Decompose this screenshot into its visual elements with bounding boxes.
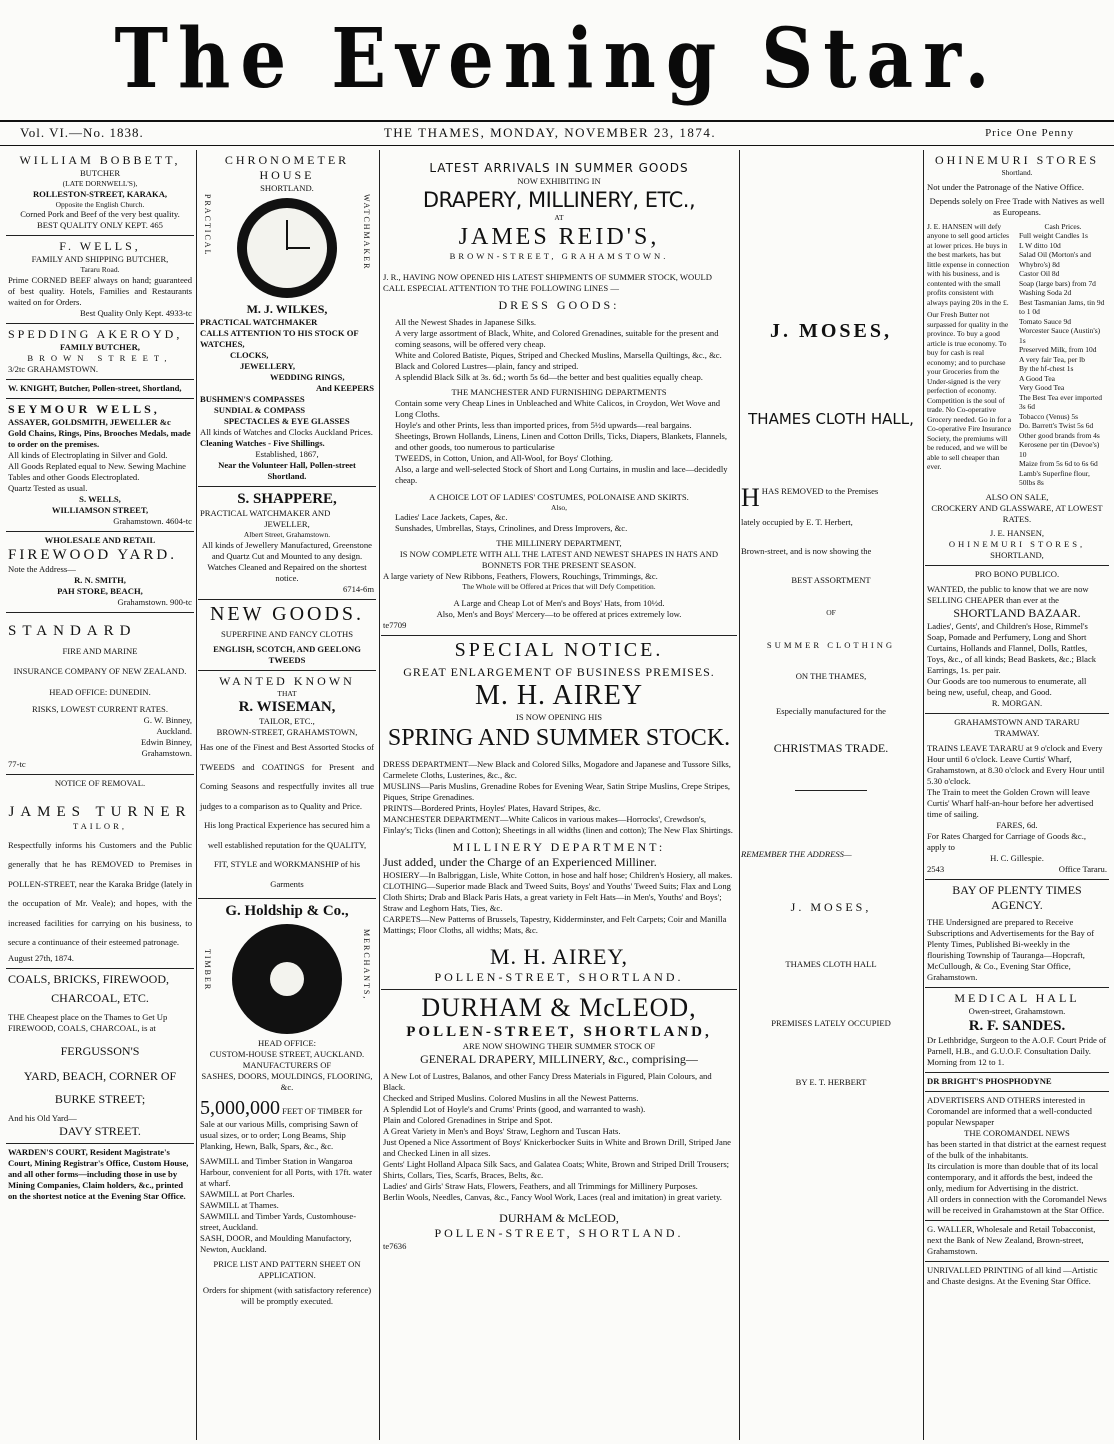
ad-heading: SPEDDING AKEROYD, bbox=[8, 326, 183, 341]
ad-text: Quartz Tested as usual. bbox=[8, 482, 88, 493]
ad-text: August 27th, 1874. bbox=[8, 952, 74, 963]
ad-text: The Whole will be Offered at Prices that will Defy Competition. bbox=[462, 582, 656, 591]
ad-heading: SPECIAL NOTICE. bbox=[454, 638, 664, 661]
ad-text: All Goods Replated equal to New. Sewing Machine Tables and other Goods Electroplated. bbox=[8, 460, 186, 482]
ad-text: Auckland. bbox=[156, 725, 192, 736]
ad-text: WARDEN'S COURT, Resident Magistrate's Court, Mining Registrar's Office, Custom House, and all other forms—including those in use by Mining Companies, Claim holders, &c., printed on the shortest notice at the Evening Star Office. bbox=[8, 1146, 189, 1201]
price: Price One Penny bbox=[985, 127, 1074, 139]
ad-text: ENGLISH, SCOTCH, AND GEELONG TWEEDS bbox=[213, 643, 361, 665]
ad-heading: CHRONOMETER HOUSE bbox=[224, 153, 350, 182]
ad-text: has been started in that district at the earnest request of the bulk of the inhabitants. bbox=[927, 1138, 1107, 1160]
ad-text: BROWN-STREET, GRAHAMSTOWN, bbox=[216, 727, 358, 737]
ad-text: Also, Men's and Boys' Mercery—to be offered at prices extremely low. bbox=[436, 608, 682, 619]
ad-text: IS NOW COMPLETE WITH ALL THE LATEST AND NEWEST SHAPES IN HATS AND BONNETS FOR THE PRESENT SEASON. bbox=[399, 549, 719, 570]
ad-heading: WILLIAM BOBBETT, bbox=[19, 153, 181, 167]
ad-text: And his Old Yard— bbox=[8, 1112, 77, 1123]
sawblade-icon bbox=[232, 924, 342, 1034]
ad-text: Albert Street, Grahamstown. bbox=[243, 530, 331, 539]
price-item: Kerosene per tin (Devoe's) 10 bbox=[1019, 440, 1100, 459]
price-item: Other good brands from 4s bbox=[1019, 430, 1100, 440]
ad-text: (LATE DORNWELL'S), bbox=[62, 179, 138, 188]
ad-wiseman bbox=[198, 671, 376, 900]
ad-text: HEAD OFFICE: bbox=[257, 1038, 316, 1048]
ad-text: WILLIAMSON STREET, bbox=[51, 504, 149, 515]
ad-text: NOW EXHIBITING IN bbox=[517, 176, 601, 186]
ad-text: DRESS DEPARTMENT—New Black and Colored Silks, Mogadore and Japanese and Tussore Silks, Carmelete Cloths, Lusterines, &c., &c. bbox=[383, 758, 731, 780]
ad-text: Opposite the English Church. bbox=[55, 199, 145, 209]
ad-text: Has one of the Finest and Best Assorted Stocks of TWEEDS and COATINGS for Present and Coming Seasons and respectfully invites all true judges to a comparison as to Quality and Price. bbox=[200, 742, 374, 811]
ad-text: BROWN STREET, bbox=[27, 352, 173, 363]
price-item: Lamb's Superfine flour, 50lbs 8s bbox=[1019, 468, 1090, 487]
ad-text: THE Undersigned are prepared to Receive Subscriptions and Advertisements for the Bay of Plenty Times, Published Bi-weekly in the flourishing Township of Tauranga—Hopcraft, McCullough, & Co., Evening Star Office, Grahamstown. bbox=[927, 916, 1095, 982]
ad-text: Prime CORNED BEEF always on hand; guaranteed of best quality. Hotels, Families and Restaurants waited on for Orders. bbox=[8, 274, 192, 307]
ad-text: Grahamstown. bbox=[141, 747, 192, 758]
ad-durham-mcleod bbox=[381, 990, 737, 1256]
ad-text: Orders for shipment (with satisfactory reference) will be promptly executed. bbox=[202, 1285, 372, 1306]
ad-text: IS NOW OPENING HIS bbox=[515, 711, 603, 722]
divider bbox=[795, 790, 867, 791]
ad-heading: M. H. AIREY bbox=[474, 679, 644, 711]
ad-heading: THE COROMANDEL NEWS bbox=[964, 1127, 1070, 1138]
ad-heading: WANTED KNOWN bbox=[219, 673, 355, 688]
ad-text: Also, a large and well-selected Stock of Short and Long Curtains, in muslin and lace—decidedly cheap. bbox=[395, 463, 728, 485]
ad-text: THAMES CLOTH HALL bbox=[785, 958, 877, 969]
ad-text: THAT bbox=[277, 688, 297, 698]
ad-heading: S. SHAPPERE, bbox=[237, 491, 337, 507]
ad-text: G. WALLER, Wholesale and Retail Tobacconist, next the Bank of New Zealand, Brown-street, Grahamstown. bbox=[927, 1223, 1096, 1256]
ad-james-reid bbox=[381, 150, 737, 636]
price-item: A Good Tea bbox=[1019, 373, 1055, 383]
column-5 bbox=[925, 150, 1109, 1440]
ad-text: te7636 bbox=[383, 1240, 407, 1251]
ad-text: For Rates Charged for Carriage of Goods &c., apply to bbox=[927, 830, 1087, 852]
ad-heading: GRAHAMSTOWN AND TARARU bbox=[954, 716, 1080, 727]
price-item: Soap (large bars) from 7d bbox=[1019, 278, 1096, 288]
ad-text: Best Quality Only Kept. 4933-tc bbox=[80, 307, 192, 318]
ad-text: Ladies', Gents', and Children's Hose, Rimmel's Soap, Pomade and Perfumery, Long and Short Curtains, Hollands and Flannel, Dolls, Rattles, Toys, &c., of all kinds; Bead Baskets, &c.; Black Earrings, 1s. per pair. bbox=[927, 620, 1097, 675]
ad-text: UNRIVALLED PRINTING of all kind —Artistic and Chaste designs. At the Evening Star Office. bbox=[927, 1264, 1098, 1286]
ad-text: SAWMILL at Thames. bbox=[200, 1200, 279, 1210]
ad-text: ADVERTISERS AND OTHERS interested in Coromandel are informed that a well-conducted popular Newspaper bbox=[927, 1094, 1092, 1127]
ad-text: CLOCKS, bbox=[230, 350, 269, 360]
ad-heading: NOTICE OF REMOVAL. bbox=[54, 777, 146, 788]
ad-text: His long Practical Experience has secured him a well established reputation for the QUALITY, FIT, STYLE and WORKMANSHIP of his Garments bbox=[204, 820, 370, 889]
ad-heading: DRESS GOODS: bbox=[498, 297, 620, 312]
ad-text: JEWELLERY, bbox=[240, 361, 296, 371]
ad-seymour-wells bbox=[6, 399, 194, 532]
dateline-bar bbox=[0, 120, 1114, 146]
ad-text: Our Goods are too numerous to enumerate, all being new, useful, cheap, and Good. bbox=[927, 675, 1087, 697]
ad-text: J. E. HANSEN, bbox=[989, 527, 1045, 538]
ad-text: J. R., HAVING NOW OPENED HIS LATEST SHIPMENTS OF SUMMER STOCK, WOULD CALL ESPECIAL ATTENTION TO THE FOLLOWING LINES — bbox=[383, 271, 712, 293]
ad-text: A splendid Black Silk at 3s. 6d.; worth 5s 6d—the better and best qualities equally cheap. bbox=[395, 371, 703, 382]
ad-heading: SHORTLAND BAZAAR. bbox=[953, 605, 1081, 620]
ad-new-goods bbox=[198, 600, 376, 671]
ad-text: ASSAYER, GOLDSMITH, JEWELLER &c bbox=[8, 416, 171, 427]
column-rule bbox=[739, 150, 740, 1440]
ad-text: SPECTACLES & EYE GLASSES bbox=[224, 416, 350, 426]
price-item: Washing Soda 2d bbox=[1019, 288, 1072, 297]
ad-text: Owen-street, Grahamstown. bbox=[968, 1005, 1066, 1016]
ad-text: PAH STORE, BEACH, bbox=[57, 585, 143, 596]
ad-heading: OHINEMURI STORES bbox=[934, 153, 1100, 167]
ad-printing bbox=[925, 1262, 1109, 1291]
ad-heading: GREAT ENLARGEMENT OF BUSINESS PREMISES. bbox=[403, 664, 715, 679]
masthead-title: The Evening Star. bbox=[114, 8, 1000, 107]
ad-heading: THE MILLINERY DEPARTMENT, bbox=[496, 538, 622, 548]
ad-text: A New Lot of Lustres, Balanos, and other Fancy Dress Materials in Figured, Plain Colours, and Black. bbox=[383, 1070, 712, 1092]
price-item: The Best Tea ever imported 3s 6d bbox=[1019, 392, 1103, 411]
price-item: By the hf-chest 1s bbox=[1019, 364, 1074, 373]
ad-text: SAWMILL and Timber Yards, Customhouse-street, Auckland. bbox=[200, 1211, 357, 1232]
ad-text: Just Opened a Nice Assortment of Boys' Knickerbocker Suits in White and Brown Drill, Striped Jane and Checked Linen in all sizes. bbox=[383, 1136, 731, 1158]
ad-text: Black and Colored Lustres—plain, fancy and striped. bbox=[395, 360, 579, 371]
ad-text: All kinds of Electroplating in Silver and Gold. bbox=[8, 449, 168, 460]
ad-text: CHARCOAL, ETC. bbox=[51, 990, 149, 1005]
ad-text: DAVY STREET. bbox=[59, 1123, 141, 1138]
ad-heading: SEYMOUR WELLS, bbox=[8, 401, 160, 416]
ad-text: Respectfully informs his Customers and the Public generally that he has REMOVED to Premises in POLLEN-STREET, near the Karaka Bridge (lately in the occupation of Mr. Veale); and hopes, with the increased facilities for carrying on his business, to secure a continuance of their esteemed patronage. bbox=[8, 839, 192, 947]
price-item: Best Tasmanian Jams, tin 9d to 1 0d bbox=[1019, 297, 1105, 316]
ad-heading: DURHAM & McLEOD, bbox=[421, 992, 697, 1022]
ad-text: OF bbox=[826, 608, 836, 617]
ad-text: ARE NOW SHOWING THEIR SUMMER STOCK OF bbox=[462, 1040, 656, 1051]
ad-text: SUMMER CLOTHING bbox=[766, 639, 896, 650]
ad-knight bbox=[6, 380, 194, 399]
ad-text: FAMILY AND SHIPPING BUTCHER, bbox=[31, 254, 169, 264]
ad-text: White and Colored Batiste, Piques, Striped and Checked Muslins, Marsella Quiltings, &c., &c. bbox=[395, 349, 722, 360]
ad-text: PRICE LIST AND PATTERN SHEET ON APPLICATION. bbox=[213, 1259, 361, 1280]
ad-text: INSURANCE COMPANY OF NEW ZEALAND. bbox=[13, 665, 187, 676]
price-item: L W ditto 10d bbox=[1019, 240, 1061, 250]
ad-heading: M. H. AIREY, bbox=[489, 943, 629, 969]
ad-bobbett bbox=[6, 150, 194, 236]
ad-text: Just added, under the Charge of an Experienced Milliner. bbox=[383, 854, 657, 869]
ad-text: R. N. SMITH, bbox=[74, 574, 126, 585]
ad-text: Depends solely on Free Trade with Natives as well as Europeans. bbox=[929, 195, 1105, 217]
column-rule bbox=[196, 150, 197, 1440]
ad-text: Cleaning Watches - Five Shillings. bbox=[200, 438, 325, 448]
ad-text: BROWN-STREET, GRAHAMSTOWN. bbox=[449, 250, 669, 261]
ad-heading: STANDARD bbox=[8, 622, 137, 639]
ad-heading: G. Holdship & Co., bbox=[225, 903, 349, 919]
ad-text: Berlin Wools, Needles, Canvas, &c., Fancy Wool Work, Laces (real and imitation) in great variety. bbox=[383, 1191, 722, 1202]
ad-text: Note the Address— bbox=[8, 563, 76, 574]
ad-text: lately occupied by E. T. Herbert, bbox=[741, 517, 853, 527]
ad-text: Tararu Road. bbox=[80, 265, 120, 274]
ad-text: All orders in connection with the Coromandel News will be received in Grahamstown at the Star Office. bbox=[927, 1193, 1107, 1215]
ad-heading: BAY OF PLENTY TIMES bbox=[952, 882, 1082, 897]
ad-text: CUSTOM-HOUSE STREET, AUCKLAND. bbox=[209, 1049, 365, 1059]
ad-text: AT bbox=[554, 213, 564, 222]
ad-standard-insurance bbox=[6, 613, 194, 775]
ad-text: WANTED, the public to know that we are now SELLING CHEAPER than ever at the bbox=[927, 583, 1089, 605]
ad-airey bbox=[381, 636, 737, 990]
side-label: WATCHMAKER bbox=[362, 194, 371, 271]
ad-text: BURKE STREET; bbox=[54, 1091, 146, 1106]
ad-heading: DR BRIGHT'S PHOSPHODYNE bbox=[927, 1075, 1052, 1086]
ad-text: Brown-street, and is now showing the bbox=[741, 546, 872, 556]
ad-text: SUNDIAL & COMPASS bbox=[214, 405, 306, 415]
ad-medical-hall bbox=[925, 988, 1109, 1073]
ad-shortland-bazaar bbox=[925, 566, 1109, 714]
ad-firewood-yard bbox=[6, 532, 194, 613]
ad-akeroyd bbox=[6, 324, 194, 380]
ad-heading: COALS, BRICKS, FIREWOOD, bbox=[8, 971, 170, 986]
ad-text: FERGUSSON'S bbox=[60, 1043, 140, 1058]
price-item: Tomato Sauce 9d bbox=[1019, 316, 1071, 326]
ad-text: SHORTLAND. bbox=[260, 183, 314, 193]
ad-heading: JAMES REID'S, bbox=[458, 223, 660, 250]
ad-text: HAS REMOVED to the Premises bbox=[761, 486, 879, 496]
ad-text: All kinds of Jewellery Manufactured, Greenstone and Quartz Cut and Mounted to any design. bbox=[202, 539, 372, 561]
ad-text: TWEEDS, in Cotton, Union, and All-Wool, for Boys' Clothing. bbox=[395, 452, 613, 463]
ad-text: CALLS ATTENTION TO HIS STOCK OF WATCHES, bbox=[200, 328, 359, 349]
ad-heading: MEDICAL HALL bbox=[954, 990, 1080, 1005]
ad-text: SHORTLAND, bbox=[990, 549, 1044, 560]
ad-text: H. C. Gillespie. bbox=[990, 852, 1044, 863]
ad-text: Near the Volunteer Hall, Pollen-street Shortland. bbox=[218, 460, 356, 481]
price-item: Salad Oil (Morton's and Whybro's) 8d bbox=[1019, 250, 1091, 269]
ad-text: PREMISES LATELY OCCUPIED bbox=[771, 1017, 891, 1028]
ad-text: 6714-6m bbox=[342, 583, 374, 594]
ad-text: SAWMILL at Port Charles. bbox=[200, 1189, 295, 1199]
column-4: J. MOSES, THAMES CLOTH HALL, HHAS REMOVED to the Premises lately occupied by E. T. Herbert, Brown-street, and is now showing the BEST ASSORTMENT OF SUMMER CLOTHING ON THE THAMES, Especially manufactured for the CHRISTMAS TRADE. REMEMBER THE ADDRESS— J. MOSES, THAMES CLOTH HALL PREMISES LATELY OCCUPIED BY E. T. HERBERT bbox=[741, 150, 921, 1440]
ad-text: TAILOR, bbox=[73, 820, 127, 831]
side-label: PRACTICAL bbox=[203, 194, 212, 257]
column-rule bbox=[379, 150, 380, 1440]
ad-holdship bbox=[198, 899, 376, 1311]
ad-heading: JAMES TURNER bbox=[8, 803, 192, 820]
ad-text: FIRE AND MARINE bbox=[62, 645, 138, 656]
ad-heading: J. MOSES, bbox=[769, 320, 893, 342]
ad-text: POLLEN-STREET, SHORTLAND. bbox=[434, 1225, 684, 1240]
price-item: Tobacco (Venus) 5s bbox=[1019, 411, 1079, 421]
ad-text: And KEEPERS bbox=[315, 383, 374, 393]
ad-text: 3/2tc GRAHAMSTOWN. bbox=[8, 363, 99, 374]
ad-text: R. MORGAN. bbox=[991, 697, 1043, 708]
ad-bay-of-plenty-times bbox=[925, 880, 1109, 988]
ad-text: Also, bbox=[550, 502, 568, 512]
ad-text: POLLEN-STREET, SHORTLAND. bbox=[434, 969, 684, 984]
ad-text: Sunshades, Umbrellas, Stays, Crinolines, and Dress Improvers, &c. bbox=[395, 523, 628, 533]
price-list-title: Cash Prices. bbox=[1044, 221, 1082, 231]
ad-heading: SPRING AND SUMMER STOCK. bbox=[387, 724, 731, 751]
price-item: Preserved Milk, from 10d bbox=[1019, 345, 1097, 354]
price-item: Very Good Tea bbox=[1019, 383, 1065, 392]
price-item: A very fair Tea, per lb bbox=[1019, 354, 1085, 364]
price-list bbox=[1019, 222, 1107, 488]
ad-text: W. KNIGHT, Butcher, Pollen-street, Shortland, bbox=[8, 382, 182, 393]
ad-text: A Great Variety in Men's and Boys' Straw, Leghorn and Tuscan Hats. bbox=[383, 1125, 621, 1136]
ad-text: Established, 1867, bbox=[255, 449, 319, 459]
ad-wardens-court bbox=[6, 1144, 194, 1206]
ad-heading: M. J. WILKES, bbox=[246, 302, 328, 316]
ad-heading: F. WELLS, bbox=[59, 239, 141, 253]
ad-text: Not under the Patronage of the Native Office. bbox=[927, 181, 1084, 192]
ad-heading: NEW GOODS. bbox=[209, 602, 365, 625]
ad-text: RISKS, LOWEST CURRENT RATES. bbox=[31, 703, 168, 714]
ad-text: Watches Cleaned and Repaired on the shortest notice. bbox=[207, 561, 367, 583]
column-rule bbox=[923, 150, 924, 1440]
ad-text: Contain some very Cheap Lines in Unbleached and White Calicos, in Croydon, Wet Wove and Long Cloths. bbox=[395, 397, 721, 419]
ad-text: Ladies' Lace Jackets, Capes, &c. bbox=[395, 512, 508, 522]
ad-heading: THE MANCHESTER AND FURNISHING DEPARTMENTS bbox=[451, 386, 667, 397]
ad-text: ON THE THAMES, bbox=[795, 670, 867, 681]
price-item: Full weight Candles 1s bbox=[1019, 231, 1088, 240]
ad-heading: J. MOSES, bbox=[790, 899, 872, 914]
ad-text: Sheetings, Brown Hollands, Linens, Linen and Cotton Drills, Ticks, Diapers, Blankets, Flannels, and other goods, too numerous to particularise bbox=[395, 430, 728, 452]
ad-text: SUPERFINE AND FANCY CLOTHS bbox=[220, 628, 354, 639]
ad-text: All the Newest Shades in Japanese Silks. bbox=[395, 316, 537, 327]
ad-heading: 5,000,000 bbox=[200, 1097, 280, 1119]
masthead bbox=[0, 8, 1114, 108]
ad-heading: GENERAL DRAPERY, MILLINERY, &c., comprising— bbox=[420, 1051, 698, 1066]
ad-text: The Train to meet the Golden Crown will leave Curtis' Wharf half-an-hour before her advertised time of sailing. bbox=[927, 786, 1094, 819]
ad-text: A Large and Cheap Lot of Men's and Boys' Hats, from 10½d. bbox=[453, 597, 665, 608]
ad-text: CARPETS—New Patterns of Brussels, Tapestry, Kidderminster, and Felt Carpets; Coir and Manilla Mattings; Floor Cloths, all widths; Mats, &c. bbox=[383, 913, 727, 935]
ad-heading: AGENCY. bbox=[991, 897, 1043, 912]
ad-text: A very large assortment of Black, White, and Colored Grenadines, suitable for the present and coming seasons, will be offered very cheap. bbox=[395, 327, 719, 349]
ad-heading: CHRISTMAS TRADE. bbox=[773, 740, 889, 755]
ad-text: All kinds of Watches and Clocks Auckland Prices. bbox=[200, 427, 373, 437]
side-label: TIMBER bbox=[203, 949, 212, 992]
ad-text: CROCKERY AND GLASSWARE, AT LOWEST RATES. bbox=[931, 502, 1103, 524]
ad-text: S. WELLS, bbox=[79, 493, 121, 504]
ad-text: MANUFACTURERS OF bbox=[242, 1060, 332, 1070]
ad-james-turner bbox=[6, 775, 194, 969]
ad-wells-butcher bbox=[6, 236, 194, 324]
ad-text: Its circulation is more than double that of its local contemporary, and it affords the best, indeed the only, medium for Advertising in the district. bbox=[927, 1160, 1099, 1193]
volume-number: Vol. VI.—No. 1838. bbox=[20, 125, 144, 140]
ad-heading: TRAMWAY. bbox=[994, 727, 1040, 738]
ad-ohinemuri-stores bbox=[925, 150, 1109, 566]
clock-icon bbox=[237, 198, 337, 298]
ad-text: BUSHMEN'S COMPASSES bbox=[200, 394, 305, 404]
ad-text: SASHES, DOORS, MOULDINGS, FLOORING, &c. bbox=[201, 1071, 373, 1092]
ad-text: Office Tararu. bbox=[1058, 863, 1107, 874]
ad-text: Gold Chains, Rings, Pins, Brooches Medals, made to order on the premises. bbox=[8, 427, 191, 449]
ad-heading: FIREWOOD YARD. bbox=[8, 546, 177, 563]
ad-text: Hoyle's and other Prints, less than imported prices, from 5½d upwards—real bargains. bbox=[395, 419, 692, 430]
ad-heading: R. F. SANDES. bbox=[968, 1017, 1066, 1034]
ad-tramway bbox=[925, 714, 1109, 880]
column-1 bbox=[6, 150, 194, 1440]
ad-text: PRACTICAL WATCHMAKER bbox=[200, 317, 318, 327]
price-item: Castor Oil 8d bbox=[1019, 269, 1060, 278]
ad-text: HEAD OFFICE: DUNEDIN. bbox=[49, 686, 151, 697]
ad-text: CLOTHING—Superior made Black and Tweed Suits, Boys' and Youths' Tweed Suits; Flax and Long Cloth Shirts; Drab and Black Paris Hats, a great variety in Felt Hats—in Men's, Youths' and Boys'; Straw and Leghorn Hats, Ties, &c. bbox=[383, 880, 731, 913]
ad-shappere bbox=[198, 487, 376, 600]
ad-text: FARES, 6d. bbox=[996, 819, 1038, 830]
ad-text: BEST ASSORTMENT bbox=[791, 575, 871, 585]
ad-text: Grahamstown. 4604-tc bbox=[113, 515, 192, 526]
price-item: Worcester Sauce (Austin's) 1s bbox=[1019, 326, 1101, 345]
ad-text: FEET OF TIMBER for Sale at our various Mills, comprising Sawn of usual sizes, or to order; Long Beams, Ship Planking, Hewn, Balk, Spars, &c., &c. bbox=[200, 1106, 363, 1151]
ad-heading: R. WISEMAN, bbox=[238, 699, 336, 715]
ad-waller bbox=[925, 1221, 1109, 1262]
column-2 bbox=[198, 150, 376, 1440]
ad-text: J. E. HANSEN will defy anyone to sell good articles at lower prices. He buys in the best markets, has but little expense in connection with his business, and is contented with the small profits consistent with always paying 20s in the £. bbox=[927, 221, 1010, 307]
column-3 bbox=[381, 150, 737, 1440]
ad-text: BEST QUALITY ONLY KEPT. 465 bbox=[37, 220, 163, 230]
ad-text: Corned Pork and Beef of the very best quality. bbox=[20, 209, 180, 219]
side-label: MERCHANTS, bbox=[362, 929, 371, 1001]
ad-heading: MILLINERY DEPARTMENT: bbox=[452, 839, 666, 854]
ad-text: REMEMBER THE ADDRESS— bbox=[741, 848, 852, 859]
ad-text: 2543 bbox=[927, 863, 945, 874]
ad-text: OHINEMURI STORES, bbox=[948, 538, 1086, 549]
ad-heading: DURHAM & McLEOD, bbox=[499, 1210, 619, 1225]
ad-text: Our Fresh Butter not surpassed for quality in the province. To buy a good article is true economy. To buy for cash is real economy; and to purchase your Groceries from the Under-signed is the very perfection of economy. Competition is the soul of trade. No Co-operative Grocery needed. Go in for a Co-operative Fire Insurance Society, the premiums will be reduced, and we will be able to sell cheaper than ever. bbox=[927, 310, 1012, 471]
ad-chronometer-house bbox=[198, 150, 376, 487]
ad-heading: LATEST ARRIVALS IN SUMMER GOODS bbox=[429, 161, 689, 175]
ad-text: FAMILY BUTCHER, bbox=[60, 341, 140, 352]
ad-text: Edwin Binney, bbox=[141, 736, 192, 747]
ad-text: HOSIERY—In Balbriggan, Lisle, White Cotton, in hose and half hose; Children's Hosiery, all makes. bbox=[383, 869, 733, 880]
ad-text: THE Cheapest place on the Thames to Get Up FIREWOOD, COALS, CHARCOAL, is at bbox=[8, 1011, 168, 1033]
ad-text: BY E. T. HERBERT bbox=[795, 1076, 867, 1087]
ad-text: MUSLINS—Paris Muslins, Grenadine Robes for Evening Wear, Satin Stripe Muslins, Crepe Stripes, Piques, Stripe Grenadines. bbox=[383, 780, 731, 802]
ad-text: Dr Lethbridge, Surgeon to the A.O.F. Court Pride of Parnell, H.B., and G.U.O.F. Consultation Daily. Morning from 12 to 1. bbox=[927, 1034, 1107, 1067]
ad-text: 77-tc bbox=[8, 758, 26, 769]
ad-text: Ladies' and Girls' Straw Hats, Flowers, Feathers, and all Trimmings for Millinery Purposes. bbox=[383, 1180, 698, 1191]
price-item: Maize from 5s 6d to 6s 6d bbox=[1019, 459, 1098, 468]
ad-heading: PRO BONO PUBLICO. bbox=[974, 568, 1060, 579]
ad-heading: A CHOICE LOT OF LADIES' COSTUMES, POLONAISE AND SKIRTS. bbox=[429, 491, 689, 502]
ad-text: Especially manufactured for the bbox=[776, 705, 886, 716]
ad-text: A large variety of New Ribbons, Feathers, Flowers, Rouchings, Trimmings, &c. bbox=[383, 571, 658, 581]
ad-text: ALSO ON SALE, bbox=[985, 491, 1049, 502]
ad-heading: THAMES CLOTH HALL, bbox=[748, 410, 914, 428]
ad-text: PRACTICAL WATCHMAKER AND bbox=[200, 508, 331, 518]
ad-text: TRAINS LEAVE TARARU at 9 o'clock and Every Hour until 6 o'clock. Leave Curtis' Wharf, Grahamstown, at 8.30 o'clock and Every Hour until 5.30 o'clock. bbox=[927, 742, 1105, 786]
ad-heading: DRAPERY, MILLINERY, ETC., bbox=[422, 188, 696, 212]
ad-text: Gents' Light Holland Alpaca Silk Sacs, and Galatea Coats; White, Brown and Striped Drill Trousers; Shirts, Collars, Ties, Scarfs, Braces, Belts, &c. bbox=[383, 1158, 730, 1180]
price-item: Do. Barrett's Twist 5s 6d bbox=[1019, 421, 1094, 430]
ad-text: ROLLESTON-STREET, KARAKA, bbox=[32, 188, 168, 199]
ad-text: G. W. Binney, bbox=[143, 714, 192, 725]
ad-text: PRINTS—Bordered Prints, Hoyles' Plates, Havard Stripes, &c. bbox=[383, 802, 601, 813]
ad-text: SASH, DOOR, and Moulding Manufactory, Newton, Auckland. bbox=[200, 1233, 352, 1254]
ad-text: JEWELLER, bbox=[264, 519, 310, 529]
ad-text: TAILOR, ETC., bbox=[259, 716, 315, 726]
place-date: THE THAMES, MONDAY, NOVEMBER 23, 1874. bbox=[383, 125, 717, 140]
ad-text: A Splendid Lot of Hoyle's and Crums' Prints (good, and warranted to wash). bbox=[383, 1103, 646, 1114]
ad-text: MANCHESTER DEPARTMENT—White Calicos in various makes—Horrocks', Crewdson's, Finlay's; Ticks (linen and Cotton); Sheetings in all widths (linen and cotton); The New Flax Shirtings. bbox=[383, 813, 733, 835]
ad-text: YARD, BEACH, CORNER OF bbox=[23, 1068, 177, 1083]
ad-coromandel-news bbox=[925, 1092, 1109, 1221]
ad-text: WEDDING RINGS, bbox=[270, 372, 345, 382]
ad-text: Shortland. bbox=[1001, 168, 1033, 177]
ad-text: Plain and Colored Grenadines in Stripe and Spot. bbox=[383, 1114, 553, 1125]
ad-text: SAWMILL and Timber Station in Wangaroa Harbour, convenient for all Ports, with 17ft. water at wharf. bbox=[200, 1156, 372, 1188]
ad-heading: POLLEN-STREET, SHORTLAND, bbox=[406, 1023, 712, 1040]
ad-text: te7709 bbox=[383, 619, 407, 630]
ad-text: BUTCHER bbox=[79, 168, 121, 178]
ad-fergusson bbox=[6, 969, 194, 1144]
ad-text: WHOLESALE AND RETAIL bbox=[44, 534, 156, 545]
ad-phosphodyne bbox=[925, 1073, 1109, 1092]
ad-text: Grahamstown. 900-tc bbox=[117, 596, 192, 607]
ad-text: Checked and Striped Muslins. Colored Muslins in all the Newest Patterns. bbox=[383, 1092, 639, 1103]
